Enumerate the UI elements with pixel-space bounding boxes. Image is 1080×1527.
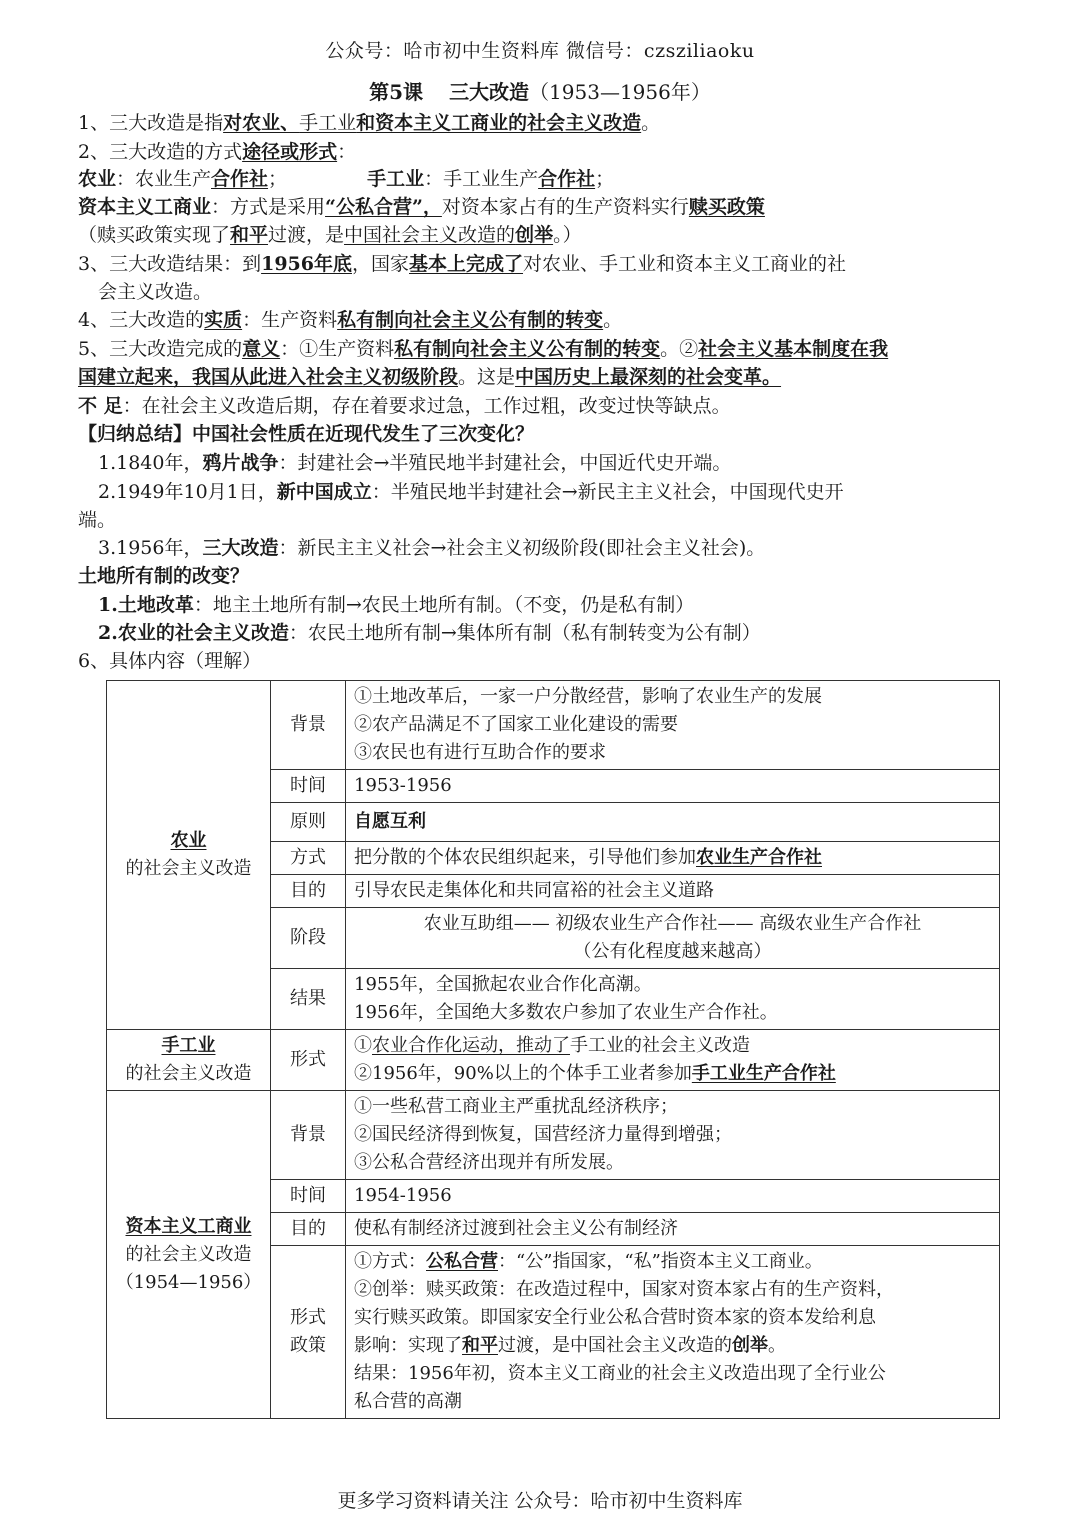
table-row: [107, 681, 1000, 770]
aspect-label: 形式: [271, 1030, 346, 1091]
point-3: 3、三大改造结果：到1956年底，国家基本上完成了对农业、手工业和资本主义工商业的社: [78, 253, 847, 275]
capital-policy: ①方式：公私合营：“公”指国家，“私”指资本主义工商业。 ②创举：赎买政策：在改造过程中，国家对资本家占有的生产资料， 实行赎买政策。即国家安全行业公私合营时资本家的资本发给利息 影响：实现了和平过渡，是中国社会主义改造的创举。 结果：1956年初，资本主义工商业的社会主义改造出现了全行业公 私合营的高潮: [346, 1246, 1000, 1419]
lesson-title: [0, 76, 1080, 105]
change-2-cont: 端。: [78, 509, 117, 531]
change-2: 2.1949年10月1日，新中国成立：半殖民地半封建社会→新民主主义社会，中国现代史开: [98, 481, 844, 503]
land-title: 土地所有制的改变？: [78, 565, 250, 587]
point-2: 2、三大改造的方式途径或形式：: [78, 141, 357, 163]
point-3-cont: 会主义改造。: [98, 281, 213, 303]
aspect-label: 形式政策: [271, 1246, 346, 1419]
capital-category-cell: [107, 1091, 271, 1419]
lesson-years: （1953—1956年）: [529, 80, 711, 104]
land-item-2: 2.农业的社会主义改造：农民土地所有制→集体所有制（私有制转变为公有制）: [98, 622, 761, 644]
reform-table: [106, 680, 1000, 1419]
table-row: [107, 1030, 1000, 1091]
shortfall-line: 不 足：在社会主义改造后期，存在着要求过急，工作过粗，改变过快等缺点。: [78, 395, 731, 417]
aspect-label: 阶段: [271, 908, 346, 969]
aspect-label: 时间: [271, 770, 346, 803]
handicraft-category-name: 手工业: [161, 1035, 216, 1056]
aspect-label: 结果: [271, 969, 346, 1030]
page-header: 公众号：哈市初中生资料库 微信号：czsziliaoku: [325, 40, 755, 62]
capital-category-years: （1954—1956）: [115, 1271, 262, 1293]
change-1: 1.1840年，鸦片战争：封建社会→半殖民地半封建社会，中国近代史开端。: [98, 452, 732, 474]
capital-background: ①一些私营工商业主严重扰乱经济秩序； ②国民经济得到恢复，国营经济力量得到增强； ③公私合营经济出现并有所发展。: [346, 1091, 1000, 1180]
lesson-name: 三大改造: [449, 80, 530, 104]
aspect-label: 目的: [271, 875, 346, 908]
page-footer: 更多学习资料请关注 公众号：哈市初中生资料库: [337, 1490, 743, 1512]
change-3: 3.1956年，三大改造：新民主主义社会→社会主义初级阶段(即社会主义社会)。: [98, 537, 766, 559]
point-1: 1、三大改造是指对农业、手工业和资本主义工商业的社会主义改造。: [78, 112, 661, 134]
lesson-number: 第5课: [369, 80, 424, 104]
capitalist-line: 资本主义工商业：方式是采用“公私合营”，对资本家占有的生产资料实行赎买政策: [78, 196, 765, 218]
aspect-label: 目的: [271, 1213, 346, 1246]
aspect-label: 方式: [271, 842, 346, 875]
point-6: 6、具体内容（理解）: [78, 650, 262, 672]
agri-category-cell: [107, 681, 271, 1030]
point-5: 5、三大改造完成的意义：①生产资料私有制向社会主义公有制的转变。②社会主义基本制度在我: [78, 338, 889, 360]
handicraft-category-suffix: 的社会主义改造: [125, 1063, 252, 1084]
agri-principle: 自愿互利: [346, 803, 1000, 842]
point-5-cont: 国建立起来，我国从此进入社会主义初级阶段。这是中国历史上最深刻的社会变革。: [78, 366, 782, 388]
agri-time: 1953-1956: [346, 770, 1000, 803]
aspect-label: 背景: [271, 681, 346, 770]
land-item-1: 1.土地改革：地主土地所有制→农民土地所有制。（不变，仍是私有制）: [98, 594, 695, 616]
agri-method: 把分散的个体农民组织起来，引导他们参加农业生产合作社: [346, 842, 1000, 875]
agri-handicraft-line: 农业：农业生产合作社； 手工业：手工业生产合作社；: [78, 168, 615, 190]
agri-stage: 农业互助组—— 初级农业生产合作社—— 高级农业生产合作社 （公有化程度越来越高）: [346, 908, 1000, 969]
capital-goal: 使私有制经济过渡到社会主义公有制经济: [346, 1213, 1000, 1246]
agri-category-suffix: 的社会主义改造: [125, 858, 252, 879]
aspect-label: 时间: [271, 1180, 346, 1213]
table-row: [107, 1091, 1000, 1180]
capital-category-name: 资本主义工商业: [125, 1215, 252, 1237]
redemption-line: （赎买政策实现了和平过渡，是中国社会主义改造的创举。）: [78, 224, 582, 246]
point-4: 4、三大改造的实质：生产资料私有制向社会主义公有制的转变。: [78, 309, 623, 331]
aspect-label: 原则: [271, 803, 346, 842]
capital-time: 1954-1956: [346, 1180, 1000, 1213]
agri-result: 1955年，全国掀起农业合作化高潮。 1956年，全国绝大多数农户参加了农业生产合作社。: [346, 969, 1000, 1030]
aspect-label: 背景: [271, 1091, 346, 1180]
summary-title: 【归纳总结】中国社会性质在近现代发生了三次变化？: [78, 423, 535, 445]
agri-background: ①土地改革后，一家一户分散经营，影响了农业生产的发展 ②农产品满足不了国家工业化建设的需要 ③农民也有进行互助合作的要求: [346, 681, 1000, 770]
agri-goal: 引导农民走集体化和共同富裕的社会主义道路: [346, 875, 1000, 908]
handicraft-category-cell: [107, 1030, 271, 1091]
handicraft-form: ①农业合作化运动，推动了手工业的社会主义改造 ②1956年，90%以上的个体手工业者参加手工业生产合作社: [346, 1030, 1000, 1091]
agri-category-name: 农业: [170, 830, 207, 851]
capital-category-suffix: 的社会主义改造: [125, 1243, 252, 1265]
